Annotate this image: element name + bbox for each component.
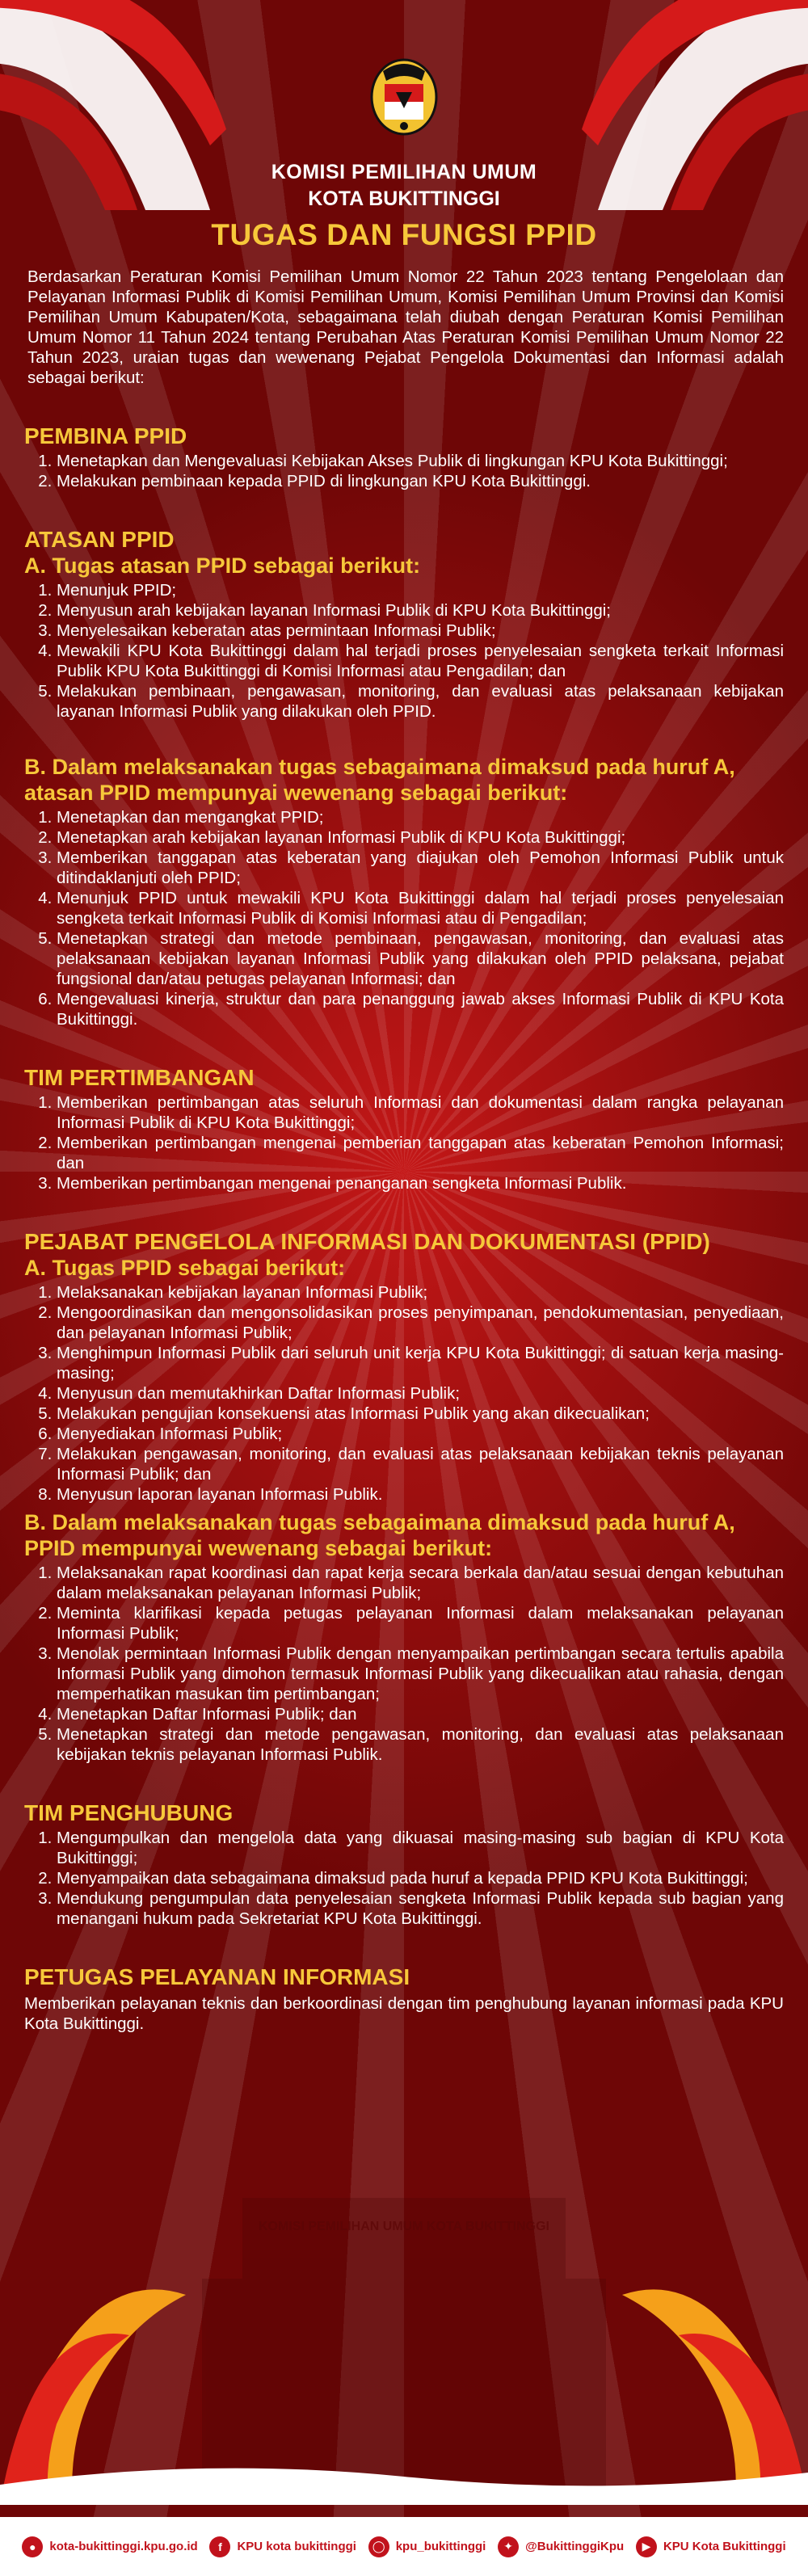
list-item: 4. Mewakili KPU Kota Bukittinggi dalam hal terjadi proses penyelesaian sengketa terkait Informasi Publik KPU Kota Bukittinggi di Komisi Informasi atau Pengadilan; dan bbox=[57, 641, 784, 681]
footer-instagram[interactable] bbox=[368, 2536, 486, 2557]
list-item: 2. Menyampaikan data sebagaimana dimaksud pada huruf a kepada PPID KPU Kota Bukittinggi; bbox=[57, 1868, 784, 1888]
list-item: 2. Meminta klarifikasi kepada petugas pelayanan Informasi dalam melaksanakan pelayanan Informasi Publik; bbox=[57, 1603, 784, 1644]
list-item: 7. Melakukan pengawasan, monitoring, dan evaluasi atas pelaksanaan kebijakan teknis pelayanan Informasi Publik; dan bbox=[57, 1444, 784, 1484]
twitter-icon: ✦ bbox=[498, 2536, 519, 2557]
list-item: 5. Menetapkan strategi dan metode pengawasan, monitoring, dan evaluasi atas pelaksanaan kebijakan teknis pelayanan Informasi Publik. bbox=[57, 1724, 784, 1765]
youtube-icon: ▶ bbox=[636, 2536, 657, 2557]
org-name-line2: KOTA BUKITTINGGI bbox=[308, 187, 500, 210]
list-item: 4. Menetapkan Daftar Informasi Publik; dan bbox=[57, 1704, 784, 1724]
list-item: 8. Menyusun laporan layanan Informasi Publik. bbox=[57, 1484, 784, 1505]
subsection-heading: A. Tugas PPID sebagai berikut: bbox=[24, 1256, 346, 1280]
section-heading: PEMBINA PPID bbox=[24, 423, 187, 448]
header bbox=[0, 47, 808, 211]
main-content bbox=[24, 267, 784, 2034]
list-item: 3. Memberikan pertimbangan mengenai penanganan sengketa Informasi Publik. bbox=[57, 1173, 784, 1193]
facebook-text: KPU kota bukittinggi bbox=[237, 2540, 356, 2553]
list-item: 1. Melaksanakan kebijakan layanan Informasi Publik; bbox=[57, 1282, 784, 1303]
footer-twitter[interactable] bbox=[498, 2536, 624, 2557]
pembina-list bbox=[24, 451, 784, 491]
section-atasan bbox=[24, 527, 784, 1029]
list-item: 3. Menghimpun Informasi Publik dari seluruh unit kerja KPU Kota Bukittinggi; di satuan kerja masing-masing; bbox=[57, 1343, 784, 1383]
globe-icon: ● bbox=[22, 2536, 43, 2557]
list-item: 5. Melakukan pembinaan, pengawasan, monitoring, dan evaluasi atas pelaksanaan kebijakan layanan Informasi Publik yang dilakukan oleh PPID. bbox=[57, 681, 784, 722]
section-pembina bbox=[24, 423, 784, 491]
list-item: 6. Menyediakan Informasi Publik; bbox=[57, 1424, 784, 1444]
list-item: 3. Menolak permintaan Informasi Publik dengan menyampaikan pertimbangan secara tertulis apabila Informasi Publik yang dimohon termasuk Informasi Publik yang dikecualikan atau rahasia, dengan memperhatikan masukan tim pertimbangan; bbox=[57, 1644, 784, 1704]
list-item: 3. Mendukung pengumpulan data penyelesaian sengketa Informasi Publik kepada sub bagian yang menangani hukum pada Sekretariat KPU Kota Bukittinggi. bbox=[57, 1888, 784, 1929]
org-name-line1: KOMISI PEMILIHAN UMUM bbox=[271, 161, 537, 183]
section-ppid bbox=[24, 1229, 784, 1765]
website-text: kota-bukittinggi.kpu.go.id bbox=[49, 2540, 198, 2553]
twitter-text: @BukittinggiKpu bbox=[525, 2540, 625, 2553]
list-item: 1. Memberikan pertimbangan atas seluruh Informasi dan dokumentasi dalam rangka pelayanan Informasi Publik di KPU Kota Bukittinggi; bbox=[57, 1092, 784, 1133]
footer-facebook[interactable] bbox=[209, 2536, 356, 2557]
list-item: 4. Menyusun dan memutakhirkan Daftar Informasi Publik; bbox=[57, 1383, 784, 1404]
section-heading: PETUGAS PELAYANAN INFORMASI bbox=[24, 1964, 410, 1989]
list-item: 1. Menetapkan dan mengangkat PPID; bbox=[57, 807, 784, 827]
list-item: 1. Menunjuk PPID; bbox=[57, 580, 784, 600]
section-heading: TIM PERTIMBANGAN bbox=[24, 1065, 255, 1090]
facebook-icon: f bbox=[209, 2536, 230, 2557]
instagram-text: kpu_bukittinggi bbox=[395, 2540, 486, 2553]
list-item: 2. Menetapkan arah kebijakan layanan Informasi Publik di KPU Kota Bukittinggi; bbox=[57, 827, 784, 848]
list-item: 2. Melakukan pembinaan kepada PPID di lingkungan KPU Kota Bukittinggi. bbox=[57, 471, 784, 491]
atasan-b-list bbox=[24, 807, 784, 1029]
subsection-heading: B. Dalam melaksanakan tugas sebagaimana dimaksud pada huruf A, atasan PPID mempunyai wewenang sebagai berikut: bbox=[24, 755, 735, 805]
ppid-a-list bbox=[24, 1282, 784, 1505]
building-illustration bbox=[0, 2166, 808, 2505]
petugas-text: Memberikan pelayanan teknis dan berkoordinasi dengan tim penghubung layanan informasi pada KPU Kota Bukittinggi. bbox=[24, 1994, 784, 2033]
list-item: 3. Menyelesaikan keberatan atas permintaan Informasi Publik; bbox=[57, 621, 784, 641]
subsection-heading: B. Dalam melaksanakan tugas sebagaimana dimaksud pada huruf A, PPID mempunyai wewenang sebagai berikut: bbox=[24, 1510, 735, 1560]
section-penghubung bbox=[24, 1800, 784, 1929]
list-item: 2. Memberikan pertimbangan mengenai pemberian tanggapan atas keberatan Pemohon Informasi; dan bbox=[57, 1133, 784, 1173]
ppid-b-list bbox=[24, 1563, 784, 1765]
section-heading: ATASAN PPID bbox=[24, 527, 175, 552]
section-heading: PEJABAT PENGELOLA INFORMASI DAN DOKUMENTASI (PPID) bbox=[24, 1229, 710, 1254]
building-sign: KOMISI PEMILIHAN UMUM KOTA BUKITTINGGI bbox=[259, 2220, 549, 2233]
section-heading: TIM PENGHUBUNG bbox=[24, 1800, 234, 1825]
list-item: 4. Menunjuk PPID untuk mewakili KPU Kota Bukittinggi dalam hal terjadi proses penyelesaian sengketa terkait Informasi Publik di Komisi Informasi atau di Pengadilan; bbox=[57, 888, 784, 928]
footer-website[interactable] bbox=[22, 2536, 197, 2557]
list-item: 1. Mengumpulkan dan mengelola data yang dikuasai masing-masing sub bagian di KPU Kota Bukittinggi; bbox=[57, 1828, 784, 1868]
list-item: 1. Menetapkan dan Mengevaluasi Kebijakan Akses Publik di lingkungan KPU Kota Bukittinggi; bbox=[57, 451, 784, 471]
section-petugas bbox=[24, 1964, 784, 2034]
instagram-icon: ◯ bbox=[368, 2536, 389, 2557]
list-item: 1. Melaksanakan rapat koordinasi dan rapat kerja secara berkala dan/atau sesuai dengan kebutuhan dalam melaksanakan pelayanan Informasi Publik; bbox=[57, 1563, 784, 1603]
list-item: 5. Menetapkan strategi dan metode pembinaan, pengawasan, monitoring, dan evaluasi atas pelaksanaan kebijakan layanan Informasi Publik yang dilakukan oleh PPID pelaksana, pejabat fungsional dan/atau petugas pelayanan Informasi; dan bbox=[57, 928, 784, 989]
page-title: TUGAS DAN FUNGSI PPID bbox=[211, 218, 597, 251]
subsection-heading: A. Tugas atasan PPID sebagai berikut: bbox=[24, 554, 421, 578]
list-item: 6. Mengevaluasi kinerja, struktur dan para penanggung jawab akses Informasi Publik di KPU Kota Bukittinggi. bbox=[57, 989, 784, 1029]
youtube-text: KPU Kota Bukittinggi bbox=[663, 2540, 786, 2553]
list-item: 3. Memberikan tanggapan atas keberatan yang diajukan oleh Pemohon Informasi Publik untuk ditindaklanjuti oleh PPID; bbox=[57, 848, 784, 888]
footer bbox=[0, 2517, 808, 2576]
atasan-a-list bbox=[24, 580, 784, 722]
intro-paragraph: Berdasarkan Peraturan Komisi Pemilihan Umum Nomor 22 Tahun 2023 tentang Pengelolaan dan Pelayanan Informasi Publik di Komisi Pemilihan Umum, Komisi Pemilihan Umum Provinsi dan Komisi Pemilihan Umum Kabupaten/Kota, sebagaimana telah diubah dengan Peraturan Komisi Pemilihan Umum Nomor 11 Tahun 2024 tentang Perubahan Atas Peraturan Komisi Pemilihan Umum Nomor 22 Tahun 2023, uraian tugas dan wewenang Pejabat Pengelola Dokumentasi dan Informasi adalah sebagai berikut: bbox=[27, 267, 784, 387]
kpu-logo bbox=[365, 47, 443, 142]
list-item: 2. Mengoordinasikan dan mengonsolidasikan proses penyimpanan, pendokumentasian, penyediaan, dan pelayanan Informasi Publik; bbox=[57, 1303, 784, 1343]
list-item: 5. Melakukan pengujian konsekuensi atas Informasi Publik yang akan dikecualikan; bbox=[57, 1404, 784, 1424]
list-item: 2. Menyusun arah kebijakan layanan Informasi Publik di KPU Kota Bukittinggi; bbox=[57, 600, 784, 621]
pertimbangan-list bbox=[24, 1092, 784, 1193]
footer-youtube[interactable] bbox=[636, 2536, 786, 2557]
penghubung-list bbox=[24, 1828, 784, 1929]
section-pertimbangan bbox=[24, 1065, 784, 1193]
